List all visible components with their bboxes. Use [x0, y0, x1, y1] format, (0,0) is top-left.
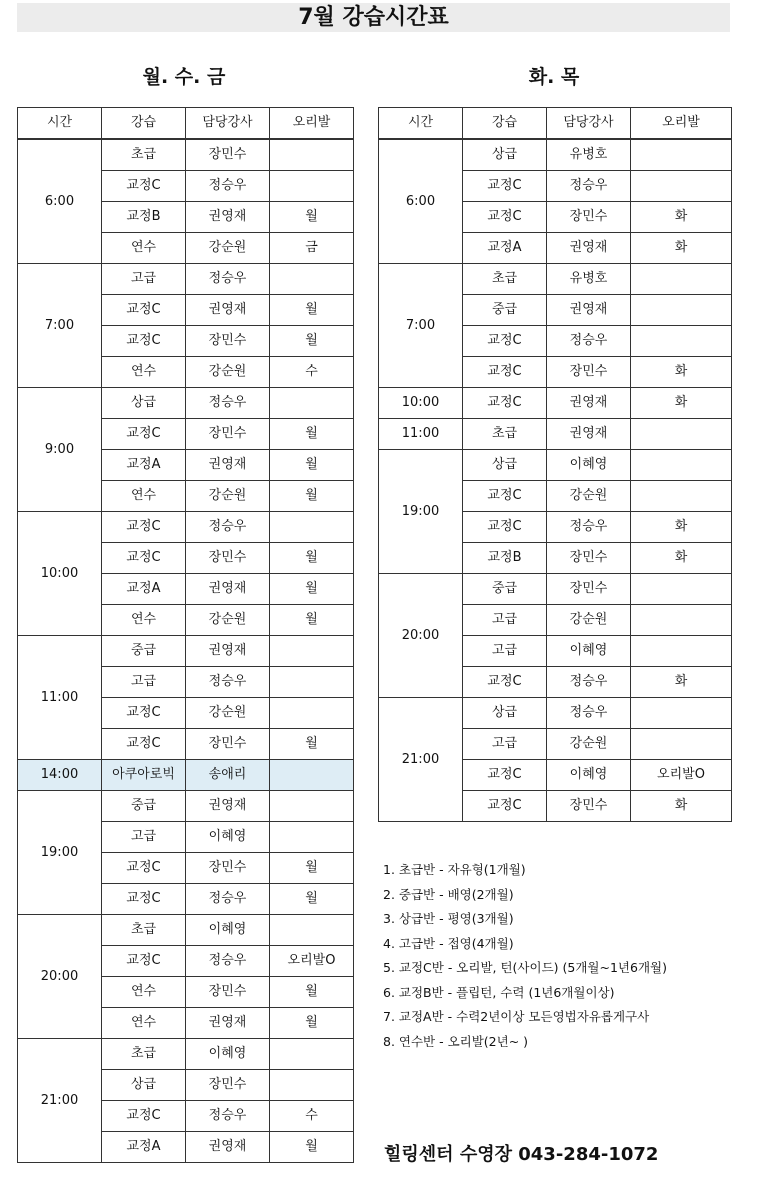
class-cell: 교정C	[102, 326, 186, 357]
instructor-cell: 정승우	[186, 512, 270, 543]
time-slot-cell: 7:00	[18, 264, 102, 388]
fins-cell	[270, 388, 354, 419]
fins-cell: 월	[270, 295, 354, 326]
instructor-cell: 정승우	[186, 946, 270, 977]
time-slot-cell: 11:00	[379, 419, 463, 450]
fins-cell: 월	[270, 543, 354, 574]
class-cell: 중급	[102, 636, 186, 667]
table-row	[379, 698, 732, 729]
class-cell: 교정C	[102, 295, 186, 326]
instructor-cell: 이혜영	[547, 450, 631, 481]
time-slot-cell: 11:00	[18, 636, 102, 760]
instructor-cell: 강순원	[547, 605, 631, 636]
table-row	[379, 450, 732, 481]
class-cell: 고급	[102, 667, 186, 698]
fins-cell: 월	[270, 977, 354, 1008]
class-cell: 상급	[102, 388, 186, 419]
class-cell: 교정C	[463, 326, 547, 357]
instructor-cell: 이혜영	[186, 915, 270, 946]
fins-cell: 월	[270, 202, 354, 233]
table-row	[18, 915, 354, 946]
instructor-cell: 장민수	[186, 543, 270, 574]
note-item: 7. 교정A반 - 수력2년이상 모든영법자유롭게구사	[383, 1009, 650, 1024]
instructor-cell: 이혜영	[186, 1039, 270, 1070]
time-slot-cell: 6:00	[18, 139, 102, 264]
instructor-cell: 유병호	[547, 139, 631, 171]
instructor-cell: 권영재	[186, 450, 270, 481]
instructor-cell: 정승우	[186, 171, 270, 202]
class-cell: 교정C	[102, 419, 186, 450]
instructor-cell: 권영재	[186, 791, 270, 822]
class-cell: 교정B	[463, 543, 547, 574]
time-slot-cell: 19:00	[379, 450, 463, 574]
fins-cell	[631, 171, 732, 202]
instructor-cell: 강순원	[186, 481, 270, 512]
instructor-cell: 장민수	[547, 574, 631, 605]
fins-cell: 수	[270, 1101, 354, 1132]
class-cell: 연수	[102, 1008, 186, 1039]
fins-cell	[270, 822, 354, 853]
fins-cell: 월	[270, 884, 354, 915]
fins-cell	[631, 450, 732, 481]
tue-thu-schedule-table	[378, 107, 732, 822]
instructor-cell: 송애리	[186, 760, 270, 791]
page-title: 7월 강습시간표	[17, 3, 730, 32]
class-cell: 고급	[102, 822, 186, 853]
instructor-cell: 강순원	[547, 729, 631, 760]
class-cell: 교정C	[463, 667, 547, 698]
class-cell: 상급	[463, 450, 547, 481]
fins-cell: 월	[270, 1008, 354, 1039]
instructor-cell: 권영재	[547, 419, 631, 450]
column-header-class: 강습	[463, 108, 547, 140]
instructor-cell: 장민수	[547, 202, 631, 233]
class-cell: 상급	[463, 139, 547, 171]
class-cell: 교정C	[102, 512, 186, 543]
instructor-cell: 장민수	[186, 419, 270, 450]
instructor-cell: 권영재	[186, 202, 270, 233]
class-cell: 초급	[102, 1039, 186, 1070]
instructor-cell: 권영재	[547, 295, 631, 326]
column-header-class: 강습	[102, 108, 186, 140]
note-item: 4. 고급반 - 접영(4개월)	[383, 935, 514, 951]
class-cell: 교정C	[102, 543, 186, 574]
class-cell: 교정A	[463, 233, 547, 264]
class-cell: 초급	[463, 264, 547, 295]
table-row	[18, 139, 354, 171]
instructor-cell: 권영재	[547, 233, 631, 264]
time-slot-cell: 20:00	[379, 574, 463, 698]
left-schedule-heading: 월. 수. 금	[142, 66, 226, 88]
fins-cell: 화	[631, 543, 732, 574]
table-row	[18, 264, 354, 295]
class-cell: 교정A	[102, 1132, 186, 1163]
fins-cell	[631, 139, 732, 171]
instructor-cell: 장민수	[186, 853, 270, 884]
class-cell: 초급	[463, 419, 547, 450]
fins-cell	[631, 636, 732, 667]
instructor-cell: 장민수	[186, 139, 270, 171]
table-header-row	[18, 108, 354, 140]
class-cell: 교정B	[102, 202, 186, 233]
note-item: 1. 초급반 - 자유형(1개월)	[383, 862, 526, 877]
fins-cell: 월	[270, 605, 354, 636]
fins-cell	[270, 760, 354, 791]
column-header-time: 시간	[18, 108, 102, 140]
time-slot-cell: 7:00	[379, 264, 463, 388]
time-slot-cell: 20:00	[18, 915, 102, 1039]
fins-cell: 월	[270, 1132, 354, 1163]
table-row	[18, 512, 354, 543]
class-cell: 연수	[102, 977, 186, 1008]
instructor-cell: 강순원	[186, 605, 270, 636]
fins-cell	[631, 264, 732, 295]
fins-cell	[270, 264, 354, 295]
class-cell: 고급	[463, 636, 547, 667]
instructor-cell: 장민수	[186, 1070, 270, 1101]
instructor-cell: 강순원	[186, 233, 270, 264]
class-cell: 상급	[102, 1070, 186, 1101]
fins-cell: 화	[631, 512, 732, 543]
fins-cell: 월	[270, 729, 354, 760]
table-row	[18, 636, 354, 667]
note-item: 8. 연수반 - 오리발(2년~ )	[383, 1033, 529, 1049]
table-row	[379, 139, 732, 171]
class-cell: 초급	[102, 915, 186, 946]
fins-cell: 오리발O	[631, 760, 732, 791]
fins-cell: 오리발O	[270, 946, 354, 977]
instructor-cell: 정승우	[186, 264, 270, 295]
table-row	[18, 1039, 354, 1070]
note-item: 5. 교정C반 - 오리발, 턴(사이드) (5개월~1년6개월)	[383, 960, 667, 975]
table-header-row	[379, 108, 732, 140]
instructor-cell: 강순원	[186, 698, 270, 729]
table-row	[18, 388, 354, 419]
time-slot-cell: 10:00	[18, 512, 102, 636]
table-row	[379, 419, 732, 450]
instructor-cell: 강순원	[186, 357, 270, 388]
class-cell: 교정C	[102, 171, 186, 202]
time-slot-cell: 21:00	[379, 698, 463, 822]
fins-cell	[631, 574, 732, 605]
class-cell: 고급	[463, 729, 547, 760]
fins-cell: 화	[631, 357, 732, 388]
fins-cell: 월	[270, 419, 354, 450]
column-header-fins: 오리발	[631, 108, 732, 140]
time-slot-cell: 10:00	[379, 388, 463, 419]
fins-cell	[631, 698, 732, 729]
class-cell: 연수	[102, 233, 186, 264]
class-cell: 교정C	[102, 729, 186, 760]
fins-cell	[631, 729, 732, 760]
column-header-fins: 오리발	[270, 108, 354, 140]
class-cell: 교정C	[102, 853, 186, 884]
table-row	[379, 264, 732, 295]
fins-cell: 월	[270, 853, 354, 884]
class-cell: 교정C	[463, 481, 547, 512]
column-header-instructor: 담당강사	[186, 108, 270, 140]
instructor-cell: 정승우	[186, 667, 270, 698]
class-cell: 교정C	[102, 698, 186, 729]
class-cell: 교정C	[102, 1101, 186, 1132]
instructor-cell: 정승우	[186, 388, 270, 419]
instructor-cell: 장민수	[186, 326, 270, 357]
instructor-cell: 권영재	[186, 295, 270, 326]
right-schedule-heading: 화. 목	[528, 66, 580, 88]
fins-cell: 월	[270, 450, 354, 481]
fins-cell	[270, 1039, 354, 1070]
table-row	[18, 791, 354, 822]
fins-cell	[270, 1070, 354, 1101]
instructor-cell: 장민수	[547, 791, 631, 822]
note-item: 2. 중급반 - 배영(2개월)	[383, 886, 514, 902]
fins-cell	[631, 326, 732, 357]
mon-wed-fri-schedule-table	[17, 107, 354, 1163]
fins-cell	[631, 481, 732, 512]
instructor-cell: 정승우	[547, 667, 631, 698]
instructor-cell: 정승우	[186, 884, 270, 915]
class-cell: 상급	[463, 698, 547, 729]
instructor-cell: 권영재	[186, 636, 270, 667]
fins-cell: 월	[270, 326, 354, 357]
instructor-cell: 강순원	[547, 481, 631, 512]
instructor-cell: 권영재	[186, 574, 270, 605]
class-cell: 중급	[463, 295, 547, 326]
fins-cell	[270, 915, 354, 946]
instructor-cell: 이혜영	[547, 760, 631, 791]
time-slot-cell: 6:00	[379, 139, 463, 264]
class-cell: 교정C	[463, 357, 547, 388]
fins-cell	[270, 791, 354, 822]
fins-cell: 월	[270, 574, 354, 605]
fins-cell	[631, 605, 732, 636]
fins-cell	[270, 171, 354, 202]
fins-cell: 화	[631, 388, 732, 419]
time-slot-cell: 21:00	[18, 1039, 102, 1163]
instructor-cell: 장민수	[186, 729, 270, 760]
fins-cell	[631, 295, 732, 326]
class-cell: 중급	[102, 791, 186, 822]
instructor-cell: 권영재	[547, 388, 631, 419]
fins-cell: 화	[631, 667, 732, 698]
instructor-cell: 이혜영	[547, 636, 631, 667]
instructor-cell: 장민수	[547, 357, 631, 388]
time-slot-cell: 14:00	[18, 760, 102, 791]
class-cell: 고급	[463, 605, 547, 636]
class-cell: 교정A	[102, 450, 186, 481]
class-cell: 연수	[102, 357, 186, 388]
column-header-instructor: 담당강사	[547, 108, 631, 140]
fins-cell: 월	[270, 481, 354, 512]
instructor-cell: 정승우	[547, 171, 631, 202]
fins-cell: 수	[270, 357, 354, 388]
note-item: 3. 상급반 - 평영(3개월)	[383, 911, 514, 926]
instructor-cell: 정승우	[547, 326, 631, 357]
note-item: 6. 교정B반 - 플립턴, 수력 (1년6개월이상)	[383, 984, 615, 1000]
fins-cell: 화	[631, 233, 732, 264]
fins-cell	[270, 636, 354, 667]
class-cell: 교정C	[463, 760, 547, 791]
class-cell: 교정C	[463, 388, 547, 419]
instructor-cell: 이혜영	[186, 822, 270, 853]
instructor-cell: 정승우	[186, 1101, 270, 1132]
instructor-cell: 정승우	[547, 698, 631, 729]
column-header-time: 시간	[379, 108, 463, 140]
class-cell: 고급	[102, 264, 186, 295]
fins-cell	[270, 667, 354, 698]
class-cell: 교정C	[463, 202, 547, 233]
class-cell: 초급	[102, 139, 186, 171]
contact-footer: 힐링센터 수영장 043-284-1072	[384, 1144, 659, 1165]
class-cell: 연수	[102, 481, 186, 512]
class-cell: 교정C	[102, 884, 186, 915]
class-cell: 연수	[102, 605, 186, 636]
class-cell: 교정C	[463, 512, 547, 543]
instructor-cell: 권영재	[186, 1132, 270, 1163]
class-cell: 교정C	[463, 171, 547, 202]
class-cell: 교정A	[102, 574, 186, 605]
class-cell: 아쿠아로빅	[102, 760, 186, 791]
instructor-cell: 유병호	[547, 264, 631, 295]
instructor-cell: 장민수	[186, 977, 270, 1008]
table-row	[379, 388, 732, 419]
time-slot-cell: 19:00	[18, 791, 102, 915]
instructor-cell: 장민수	[547, 543, 631, 574]
class-level-notes	[383, 858, 667, 1054]
fins-cell	[270, 139, 354, 171]
fins-cell: 화	[631, 791, 732, 822]
fins-cell: 화	[631, 202, 732, 233]
instructor-cell: 권영재	[186, 1008, 270, 1039]
table-row	[379, 574, 732, 605]
time-slot-cell: 9:00	[18, 388, 102, 512]
instructor-cell: 정승우	[547, 512, 631, 543]
fins-cell	[631, 419, 732, 450]
table-row	[18, 760, 354, 791]
fins-cell	[270, 698, 354, 729]
class-cell: 중급	[463, 574, 547, 605]
fins-cell: 금	[270, 233, 354, 264]
fins-cell	[270, 512, 354, 543]
class-cell: 교정C	[102, 946, 186, 977]
class-cell: 교정C	[463, 791, 547, 822]
